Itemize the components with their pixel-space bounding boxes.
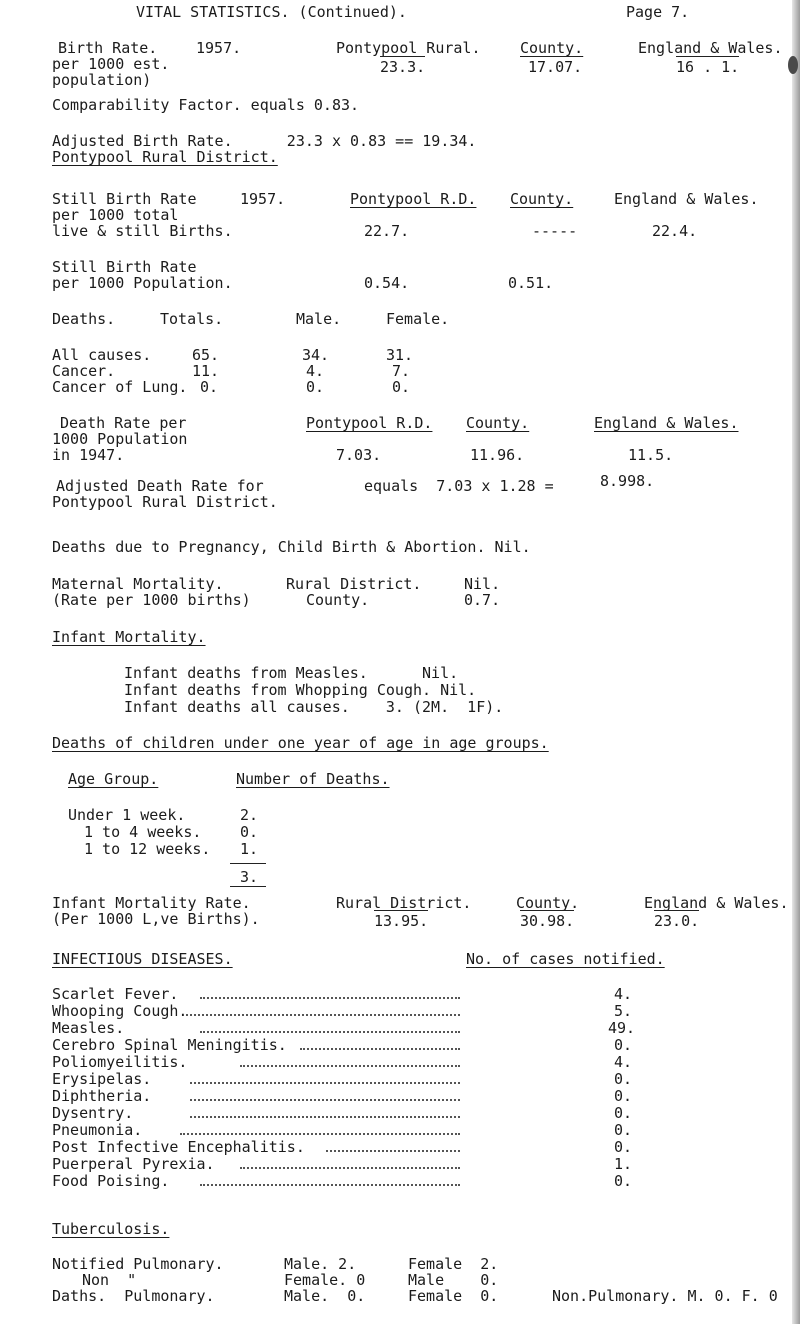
disease-count: 5. bbox=[614, 1002, 633, 1020]
deaths-header-female: Female. bbox=[386, 310, 450, 328]
adjusted-death-rate-equation: equals 7.03 x 1.28 = bbox=[364, 477, 554, 495]
infant-deaths-whooping: Infant deaths from Whopping Cough. Nil. bbox=[124, 681, 477, 699]
still-birth-col-pontypool: Pontypool R.D. bbox=[350, 190, 477, 208]
age-group-row: 1 to 12 weeks. bbox=[84, 840, 211, 858]
infant-deaths-measles: Infant deaths from Measles. Nil. bbox=[124, 664, 459, 682]
deaths-row-male: 4. bbox=[306, 362, 325, 380]
disease-name: Measles. bbox=[52, 1019, 125, 1037]
death-rate-col-england: England & Wales. bbox=[594, 414, 739, 432]
birth-rate-pontypool-value: 23.3. bbox=[380, 58, 426, 76]
still-birth-england-value: 22.4. bbox=[652, 222, 698, 240]
tb-non-pulmonary-male: Male 0. bbox=[408, 1271, 499, 1289]
maternal-rural-district: Rural District. bbox=[286, 575, 422, 593]
still-birth-label: Still Birth Rate bbox=[52, 190, 197, 208]
dot-leader bbox=[200, 1184, 460, 1186]
page-number: Page 7. bbox=[626, 3, 690, 21]
total-rule-bottom bbox=[230, 886, 266, 887]
still-birth-col-england: England & Wales. bbox=[614, 190, 759, 208]
still-birth-pop-label: Still Birth Rate bbox=[52, 258, 197, 276]
age-groups-total: 3. bbox=[240, 868, 259, 886]
maternal-rural-value: Nil. bbox=[464, 575, 501, 593]
death-rate-label-3: in 1947. bbox=[52, 446, 125, 464]
death-rate-pontypool-value: 7.03. bbox=[336, 446, 382, 464]
dot-leader bbox=[190, 1082, 460, 1084]
still-birth-col-county: County. bbox=[510, 190, 574, 208]
deaths-header-totals: Totals. bbox=[160, 310, 224, 328]
tb-non-pulmonary-female: Female. 0 bbox=[284, 1271, 366, 1289]
maternal-county-value: 0.7. bbox=[464, 591, 501, 609]
imr-county-value: 30.98. bbox=[520, 912, 575, 930]
dot-leader bbox=[326, 1150, 460, 1152]
death-rate-label-2: 1000 Population bbox=[52, 430, 188, 448]
deaths-row-female: 0. bbox=[392, 378, 411, 396]
imr-col-county: County. bbox=[516, 894, 580, 912]
age-group-row: Under 1 week. bbox=[68, 806, 186, 824]
infant-mortality-rate-label: Infant Mortality Rate. bbox=[52, 894, 251, 912]
disease-count: 0. bbox=[614, 1172, 633, 1190]
deaths-row-label: Cancer of Lung. bbox=[52, 378, 188, 396]
dot-leader bbox=[190, 1099, 460, 1101]
maternal-mortality-label: Maternal Mortality. bbox=[52, 575, 224, 593]
birth-rate-label-2: per 1000 est. bbox=[52, 55, 170, 73]
dot-leader bbox=[300, 1048, 460, 1050]
tb-notified-pulmonary-male: Male. 2. bbox=[284, 1255, 357, 1273]
disease-count: 4. bbox=[614, 1053, 633, 1071]
disease-name: Post Infective Encephalitis. bbox=[52, 1138, 305, 1156]
page-edge-shadow bbox=[792, 0, 800, 1324]
imr-rural-value: 13.95. bbox=[374, 912, 429, 930]
birth-rate-col-county: County. bbox=[520, 39, 584, 57]
deaths-header-male: Male. bbox=[296, 310, 342, 328]
disease-name: Poliomyeilitis. bbox=[52, 1053, 188, 1071]
age-group-count: 0. bbox=[240, 823, 259, 841]
disease-count: 0. bbox=[614, 1138, 633, 1156]
disease-count: 0. bbox=[614, 1036, 633, 1054]
birth-rate-year: 1957. bbox=[196, 39, 242, 57]
still-birth-year: 1957. bbox=[240, 190, 286, 208]
punch-hole-mark bbox=[788, 56, 798, 74]
imr-england-value: 23.0. bbox=[654, 912, 700, 930]
birth-rate-label-3: population) bbox=[52, 71, 152, 89]
disease-name: Cerebro Spinal Meningitis. bbox=[52, 1036, 287, 1054]
disease-name: Scarlet Fever. bbox=[52, 985, 179, 1003]
tb-deaths-pulmonary-male: Male. 0. bbox=[284, 1287, 366, 1305]
tb-notified-non-pulmonary: Non " bbox=[82, 1271, 137, 1289]
still-birth-pop-label-2: per 1000 Population. bbox=[52, 274, 233, 292]
disease-name: Dysentry. bbox=[52, 1104, 134, 1122]
dot-leader bbox=[180, 1133, 460, 1135]
deaths-row-total: 0. bbox=[200, 378, 219, 396]
age-group-count: 2. bbox=[240, 806, 259, 824]
tb-deaths-non-pulmonary: Non.Pulmonary. M. 0. F. 0 bbox=[552, 1287, 778, 1305]
disease-count: 0. bbox=[614, 1070, 633, 1088]
still-birth-label-3: live & still Births. bbox=[52, 222, 233, 240]
death-rate-col-pontypool: Pontypool R.D. bbox=[306, 414, 433, 432]
disease-count: 0. bbox=[614, 1104, 633, 1122]
dot-leader bbox=[240, 1167, 460, 1169]
imr-col-england: England & Wales. bbox=[644, 894, 789, 912]
disease-count: 0. bbox=[614, 1087, 633, 1105]
death-rate-label: Death Rate per bbox=[60, 414, 187, 432]
imr-col-rural: Rural District. bbox=[336, 894, 472, 912]
adjusted-death-rate-value: 8.998. bbox=[600, 472, 655, 490]
deaths-row-label: Cancer. bbox=[52, 362, 116, 380]
disease-name: Pneumonia. bbox=[52, 1121, 143, 1139]
disease-count: 4. bbox=[614, 985, 633, 1003]
adjusted-birth-rate: Adjusted Birth Rate. 23.3 x 0.83 == 19.34. bbox=[52, 132, 477, 150]
deaths-row-male: 34. bbox=[302, 346, 330, 364]
still-birth-pop-value-2: 0.51. bbox=[508, 274, 554, 292]
total-rule-top bbox=[230, 863, 266, 864]
deaths-row-male: 0. bbox=[306, 378, 325, 396]
death-rate-county-value: 11.96. bbox=[470, 446, 525, 464]
adjusted-birth-rate-district: Pontypool Rural District. bbox=[52, 148, 278, 166]
tuberculosis-title: Tuberculosis. bbox=[52, 1220, 170, 1238]
deaths-row-total: 65. bbox=[192, 346, 220, 364]
dot-leader bbox=[186, 1014, 460, 1016]
infant-deaths-all: Infant deaths all causes. 3. (2M. 1F). bbox=[124, 698, 504, 716]
infectious-diseases-title: INFECTIOUS DISEASES. bbox=[52, 950, 233, 968]
comparability-factor: Comparability Factor. equals 0.83. bbox=[52, 96, 360, 114]
pregnancy-deaths: Deaths due to Pregnancy, Child Birth & Abortion. Nil. bbox=[52, 538, 531, 556]
dot-leader bbox=[240, 1065, 460, 1067]
disease-name: Diphtheria. bbox=[52, 1087, 152, 1105]
cases-notified-header: No. of cases notified. bbox=[466, 950, 665, 968]
disease-name: Puerperal Pyrexia. bbox=[52, 1155, 215, 1173]
still-birth-county-value: ----- bbox=[532, 222, 578, 240]
tb-notified-pulmonary-female: Female 2. bbox=[408, 1255, 499, 1273]
maternal-rate-note: (Rate per 1000 births) bbox=[52, 591, 251, 609]
dot-leader bbox=[190, 1116, 460, 1118]
birth-rate-county-value: 17.07. bbox=[528, 58, 583, 76]
birth-rate-label: Birth Rate. bbox=[58, 39, 158, 57]
deaths-header-label: Deaths. bbox=[52, 310, 116, 328]
still-birth-label-2: per 1000 total bbox=[52, 206, 179, 224]
birth-rate-col-england: England & Wales. bbox=[638, 39, 783, 57]
infant-mortality-title: Infant Mortality. bbox=[52, 628, 206, 646]
age-group-header: Age Group. bbox=[68, 770, 159, 788]
tb-notified-pulmonary: Notified Pulmonary. bbox=[52, 1255, 224, 1273]
infant-mortality-rate-note: (Per 1000 L,ve Births). bbox=[52, 910, 260, 928]
dot-leader bbox=[200, 1031, 460, 1033]
maternal-county: County. bbox=[306, 591, 370, 609]
disease-count: 0. bbox=[614, 1121, 633, 1139]
deaths-row-female: 31. bbox=[386, 346, 414, 364]
age-groups-title: Deaths of children under one year of age in age groups. bbox=[52, 734, 549, 752]
tb-deaths-pulmonary: Daths. Pulmonary. bbox=[52, 1287, 215, 1305]
number-of-deaths-header: Number of Deaths. bbox=[236, 770, 390, 788]
disease-name: Food Poising. bbox=[52, 1172, 170, 1190]
birth-rate-england-value: 16 . 1. bbox=[676, 58, 740, 76]
deaths-row-female: 7. bbox=[392, 362, 411, 380]
deaths-row-total: 11. bbox=[192, 362, 220, 380]
age-group-row: 1 to 4 weeks. bbox=[84, 823, 202, 841]
disease-name: Whooping Cough. bbox=[52, 1002, 188, 1020]
adjusted-death-rate-label: Adjusted Death Rate for bbox=[56, 477, 264, 495]
death-rate-col-county: County. bbox=[466, 414, 530, 432]
still-birth-pop-value-1: 0.54. bbox=[364, 274, 410, 292]
still-birth-pontypool-value: 22.7. bbox=[364, 222, 410, 240]
age-group-count: 1. bbox=[240, 840, 259, 858]
disease-name: Erysipelas. bbox=[52, 1070, 152, 1088]
dot-leader bbox=[200, 997, 460, 999]
tb-deaths-pulmonary-female: Female 0. bbox=[408, 1287, 499, 1305]
death-rate-england-value: 11.5. bbox=[628, 446, 674, 464]
adjusted-death-rate-district: Pontypool Rural District. bbox=[52, 493, 278, 511]
birth-rate-col-pontypool: Pontypool Rural. bbox=[336, 39, 481, 57]
deaths-row-label: All causes. bbox=[52, 346, 152, 364]
disease-count: 1. bbox=[614, 1155, 633, 1173]
disease-count: 49. bbox=[608, 1019, 636, 1037]
page-title: VITAL STATISTICS. (Continued). bbox=[136, 3, 407, 21]
